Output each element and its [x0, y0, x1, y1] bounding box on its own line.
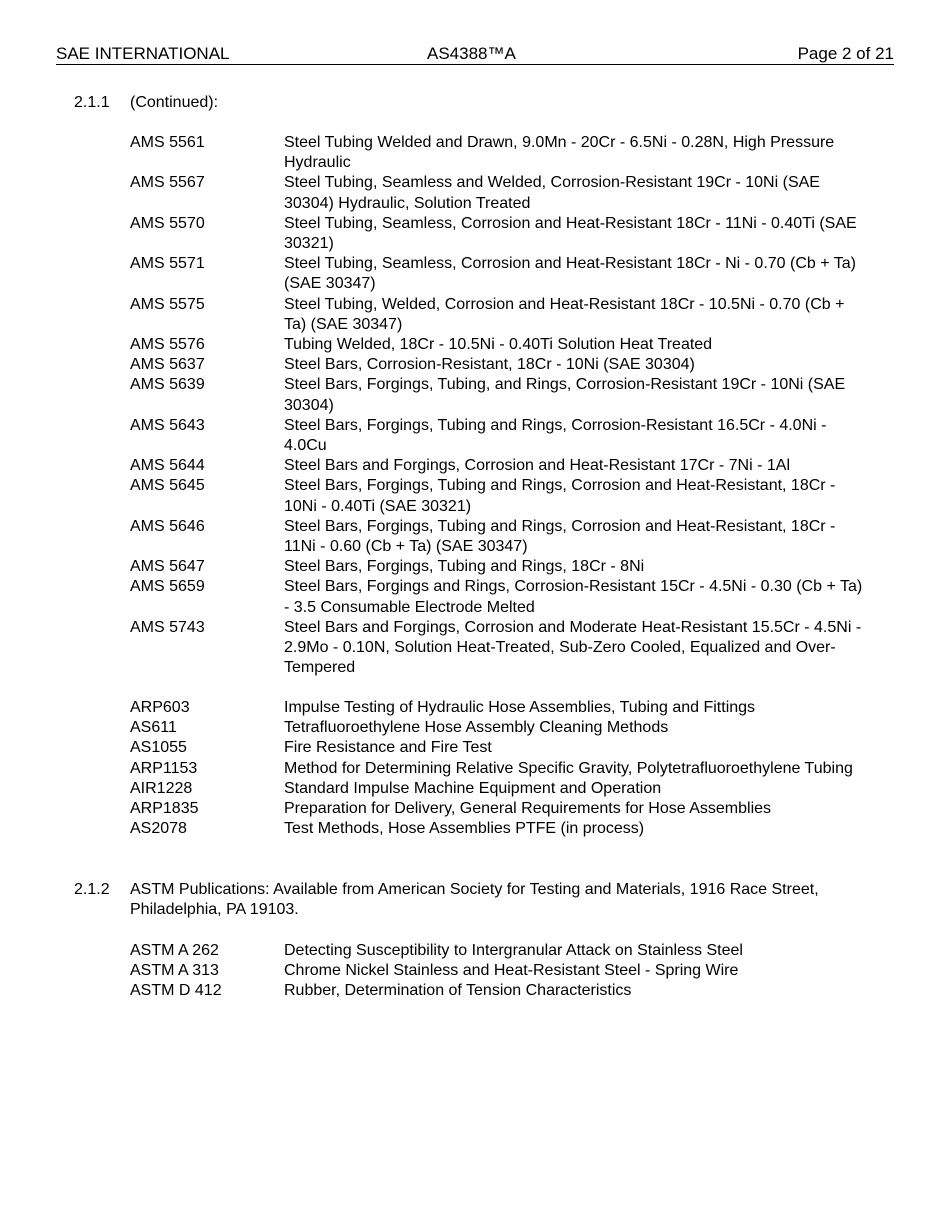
reference-code: AMS 5743 — [130, 618, 205, 636]
reference-title: Steel Tubing, Seamless, Corrosion and Heat-Resistant 18Cr - Ni - 0.70 (Cb + Ta) (SAE 30347) — [284, 255, 856, 293]
reference-code: AIR1228 — [130, 779, 193, 797]
reference-code: ASTM D 412 — [130, 982, 222, 1000]
reference-code: AMS 5570 — [130, 214, 205, 232]
reference-code: AMS 5659 — [130, 578, 205, 596]
header-document-number: AS4388™A — [427, 44, 516, 63]
reference-row — [130, 799, 870, 819]
reference-code: AS611 — [130, 719, 177, 737]
reference-code: AMS 5561 — [130, 134, 205, 151]
sae-reference-list-2 — [130, 698, 870, 839]
reference-row — [130, 819, 870, 839]
reference-row — [130, 981, 870, 1001]
reference-row — [130, 335, 870, 355]
reference-title: Steel Bars and Forgings, Corrosion and Heat-Resistant 17Cr - 7Ni - 1Al — [284, 457, 790, 475]
header-organization: SAE INTERNATIONAL — [56, 44, 230, 63]
reference-title: Tubing Welded, 18Cr - 10.5Ni - 0.40Ti Solution Heat Treated — [284, 336, 713, 354]
reference-code: ARP603 — [130, 699, 190, 716]
section-heading: (Continued): — [130, 94, 219, 111]
reference-title: Steel Tubing, Seamless and Welded, Corrosion-Resistant 19Cr - 10Ni (SAE 30304) Hydraulic, Solution Treated — [284, 174, 820, 212]
reference-row — [130, 254, 870, 294]
reference-title: Chrome Nickel Stainless and Heat-Resistant Steel - Spring Wire — [284, 962, 739, 980]
reference-title: Steel Tubing Welded and Drawn, 9.0Mn - 20Cr - 6.5Ni - 0.28N, High Pressure Hydraulic — [284, 134, 835, 172]
reference-title: Steel Bars, Forgings, Tubing and Rings, Corrosion and Heat-Resistant, 18Cr - 11Ni - 0.60 (Cb + Ta) (SAE 30347) — [284, 517, 836, 556]
reference-row — [130, 355, 870, 375]
reference-code: AS2078 — [130, 820, 187, 838]
reference-title: Tetrafluoroethylene Hose Assembly Cleaning Methods — [284, 719, 669, 737]
reference-row — [130, 173, 870, 213]
section-number: 2.1.1 — [74, 94, 110, 111]
reference-code: AMS 5644 — [130, 457, 205, 475]
section-number: 2.1.2 — [74, 881, 110, 898]
reference-row — [130, 618, 870, 679]
reference-title: Steel Bars, Forgings, Tubing and Rings, Corrosion and Heat-Resistant, 18Cr - 10Ni - 0.40Ti (SAE 30321) — [284, 477, 836, 515]
reference-title: Method for Determining Relative Specific Gravity, Polytetrafluoroethylene Tubing — [284, 759, 853, 777]
reference-row — [130, 214, 870, 254]
reference-row — [130, 375, 870, 415]
reference-title: Standard Impulse Machine Equipment and Operation — [284, 779, 662, 797]
reference-row — [130, 738, 870, 758]
reference-code: ASTM A 313 — [130, 962, 219, 980]
reference-row — [130, 718, 870, 738]
reference-code: AMS 5643 — [130, 416, 205, 434]
header-page-number: Page 2 of 21 — [797, 44, 894, 63]
reference-row — [130, 961, 870, 981]
reference-row — [130, 416, 870, 456]
reference-code: AMS 5576 — [130, 336, 205, 354]
reference-code: AMS 5639 — [130, 376, 205, 394]
reference-row — [130, 476, 870, 516]
reference-code: AMS 5645 — [130, 477, 205, 495]
reference-row — [130, 759, 870, 779]
reference-row — [130, 557, 870, 577]
page-header — [56, 44, 894, 65]
reference-code: AMS 5637 — [130, 356, 205, 374]
reference-row — [130, 779, 870, 799]
reference-title: Test Methods, Hose Assemblies PTFE (in process) — [284, 820, 645, 838]
reference-title: Preparation for Delivery, General Requirements for Hose Assemblies — [284, 800, 772, 818]
reference-title: Steel Tubing, Welded, Corrosion and Heat-Resistant 18Cr - 10.5Ni - 0.70 (Cb + Ta) (SAE 30347) — [284, 295, 845, 333]
reference-code: AMS 5647 — [130, 558, 205, 576]
reference-code: AMS 5571 — [130, 255, 205, 273]
reference-row — [130, 698, 870, 718]
reference-title: Steel Tubing, Seamless, Corrosion and Heat-Resistant 18Cr - 11Ni - 0.40Ti (SAE 30321) — [284, 214, 857, 253]
reference-row — [130, 517, 870, 557]
reference-title: Detecting Susceptibility to Intergranular Attack on Stainless Steel — [284, 942, 743, 959]
reference-code: AMS 5646 — [130, 517, 205, 535]
reference-code: ARP1835 — [130, 800, 199, 818]
reference-title: Impulse Testing of Hydraulic Hose Assemblies, Tubing and Fittings — [284, 699, 756, 716]
reference-code: ASTM A 262 — [130, 942, 219, 959]
reference-row — [130, 133, 870, 173]
reference-title: Steel Bars, Forgings, Tubing, and Rings, Corrosion-Resistant 19Cr - 10Ni (SAE 30304) — [284, 376, 846, 414]
sae-reference-list-1 — [130, 133, 870, 678]
reference-code: ARP1153 — [130, 759, 198, 777]
reference-title: Steel Bars, Forgings, Tubing and Rings, Corrosion-Resistant 16.5Cr - 4.0Ni - 4.0Cu — [284, 416, 827, 455]
reference-row — [130, 456, 870, 476]
reference-code: AS1055 — [130, 739, 187, 757]
reference-title: Rubber, Determination of Tension Characteristics — [284, 982, 632, 1000]
reference-row — [130, 941, 870, 961]
section-text: ASTM Publications: Available from American Society for Testing and Materials, 1916 Race Street, Philadelphia, PA 19103. — [130, 881, 819, 918]
reference-code: AMS 5567 — [130, 174, 205, 192]
reference-title: Steel Bars, Forgings, Tubing and Rings, 18Cr - 8Ni — [284, 558, 645, 576]
reference-title: Fire Resistance and Fire Test — [284, 739, 492, 757]
reference-title: Steel Bars, Forgings and Rings, Corrosion-Resistant 15Cr - 4.5Ni - 0.30 (Cb + Ta) - 3.5 Consumable Electrode Melted — [284, 578, 863, 616]
astm-reference-list — [130, 941, 870, 1002]
reference-title: Steel Bars and Forgings, Corrosion and Moderate Heat-Resistant 15.5Cr - 4.5Ni - 2.9Mo - 0.10N, Solution Heat-Treated, Sub-Zero Cooled, Equalized and Over-Tempered — [284, 618, 862, 677]
reference-row — [130, 295, 870, 335]
reference-code: AMS 5575 — [130, 295, 205, 313]
reference-row — [130, 577, 870, 617]
reference-title: Steel Bars, Corrosion-Resistant, 18Cr - 10Ni (SAE 30304) — [284, 356, 695, 374]
